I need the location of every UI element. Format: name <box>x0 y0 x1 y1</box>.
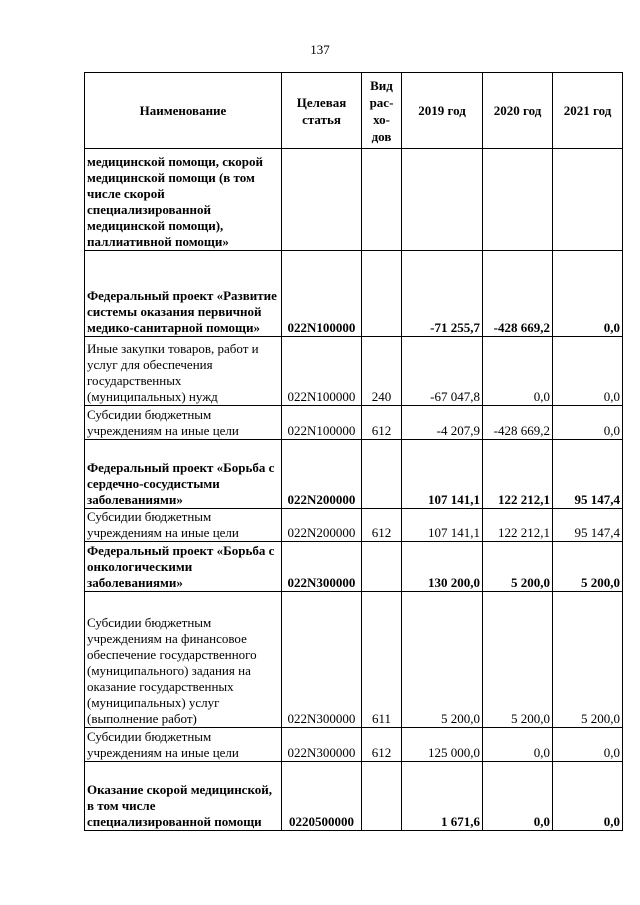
row-value-2021: 95 147,4 <box>553 509 623 542</box>
row-value-2019: -71 255,7 <box>402 251 483 337</box>
row-target-code <box>282 149 362 251</box>
row-target-code: 022N300000 <box>282 728 362 762</box>
row-value-2020: 5 200,0 <box>483 592 553 728</box>
row-value-2021: 0,0 <box>553 762 623 831</box>
row-value-2020 <box>483 149 553 251</box>
row-value-2019: 125 000,0 <box>402 728 483 762</box>
row-name: Субсидии бюджетным учреждениям на иные цели <box>85 509 282 542</box>
row-expense-type: 612 <box>362 509 402 542</box>
row-value-2021: 0,0 <box>553 337 623 406</box>
table-row <box>85 728 623 762</box>
row-name: Субсидии бюджетным учреждениям на иные цели <box>85 728 282 762</box>
row-value-2021 <box>553 149 623 251</box>
row-expense-type: 612 <box>362 406 402 440</box>
row-value-2020: 0,0 <box>483 728 553 762</box>
table-row <box>85 592 623 728</box>
header-name: Наименование <box>85 73 282 149</box>
row-value-2019: -4 207,9 <box>402 406 483 440</box>
row-value-2019 <box>402 149 483 251</box>
header-target: Целевая статья <box>282 73 362 149</box>
table-header-row <box>85 73 623 149</box>
row-expense-type: 611 <box>362 592 402 728</box>
row-target-code: 022N200000 <box>282 440 362 509</box>
budget-table <box>84 72 623 831</box>
table-row <box>85 337 623 406</box>
row-target-code: 022N300000 <box>282 542 362 592</box>
row-value-2020: -428 669,2 <box>483 251 553 337</box>
row-expense-type: 612 <box>362 728 402 762</box>
table-row <box>85 440 623 509</box>
row-target-code: 022N300000 <box>282 592 362 728</box>
row-value-2019: 107 141,1 <box>402 440 483 509</box>
row-expense-type: 240 <box>362 337 402 406</box>
header-type: Вид рас-хо-дов <box>362 73 402 149</box>
header-2020: 2020 год <box>483 73 553 149</box>
row-name: Иные закупки товаров, работ и услуг для обеспечения государственных (муниципальных) нужд <box>85 337 282 406</box>
row-name: медицинской помощи, скорой медицинской помощи (в том числе скорой специализированной медицинской помощи), паллиативной помощи» <box>85 149 282 251</box>
row-value-2021: 5 200,0 <box>553 542 623 592</box>
row-value-2019: 107 141,1 <box>402 509 483 542</box>
row-value-2021: 95 147,4 <box>553 440 623 509</box>
row-value-2021: 5 200,0 <box>553 592 623 728</box>
row-target-code: 0220500000 <box>282 762 362 831</box>
row-value-2020: 122 212,1 <box>483 509 553 542</box>
row-value-2020: 0,0 <box>483 762 553 831</box>
row-value-2019: 5 200,0 <box>402 592 483 728</box>
table-row <box>85 251 623 337</box>
row-target-code: 022N100000 <box>282 251 362 337</box>
row-value-2019: 130 200,0 <box>402 542 483 592</box>
row-name: Федеральный проект «Развитие системы оказания первичной медико-санитарной помощи» <box>85 251 282 337</box>
row-value-2021: 0,0 <box>553 728 623 762</box>
header-2019: 2019 год <box>402 73 483 149</box>
row-value-2020: 122 212,1 <box>483 440 553 509</box>
table-row <box>85 406 623 440</box>
page-number: 137 <box>310 42 330 57</box>
row-expense-type <box>362 440 402 509</box>
row-name: Федеральный проект «Борьба с сердечно-сосудистыми заболеваниями» <box>85 440 282 509</box>
row-value-2020: 5 200,0 <box>483 542 553 592</box>
row-expense-type <box>362 251 402 337</box>
row-target-code: 022N100000 <box>282 337 362 406</box>
row-name: Оказание скорой медицинской, в том числе специализированной помощи <box>85 762 282 831</box>
row-name: Субсидии бюджетным учреждениям на финансовое обеспечение государственного (муниципального) задания на оказание государственных (муниципальных) услуг (выполнение работ) <box>85 592 282 728</box>
row-target-code: 022N100000 <box>282 406 362 440</box>
row-value-2020: 0,0 <box>483 337 553 406</box>
row-expense-type <box>362 542 402 592</box>
row-value-2019: -67 047,8 <box>402 337 483 406</box>
table-row <box>85 509 623 542</box>
row-value-2021: 0,0 <box>553 251 623 337</box>
table-row <box>85 762 623 831</box>
row-value-2019: 1 671,6 <box>402 762 483 831</box>
header-2021: 2021 год <box>553 73 623 149</box>
row-target-code: 022N200000 <box>282 509 362 542</box>
table-row <box>85 149 623 251</box>
row-value-2021: 0,0 <box>553 406 623 440</box>
row-expense-type <box>362 149 402 251</box>
table-row <box>85 542 623 592</box>
row-value-2020: -428 669,2 <box>483 406 553 440</box>
row-expense-type <box>362 762 402 831</box>
row-name: Субсидии бюджетным учреждениям на иные цели <box>85 406 282 440</box>
row-name: Федеральный проект «Борьба с онкологическими заболеваниями» <box>85 542 282 592</box>
